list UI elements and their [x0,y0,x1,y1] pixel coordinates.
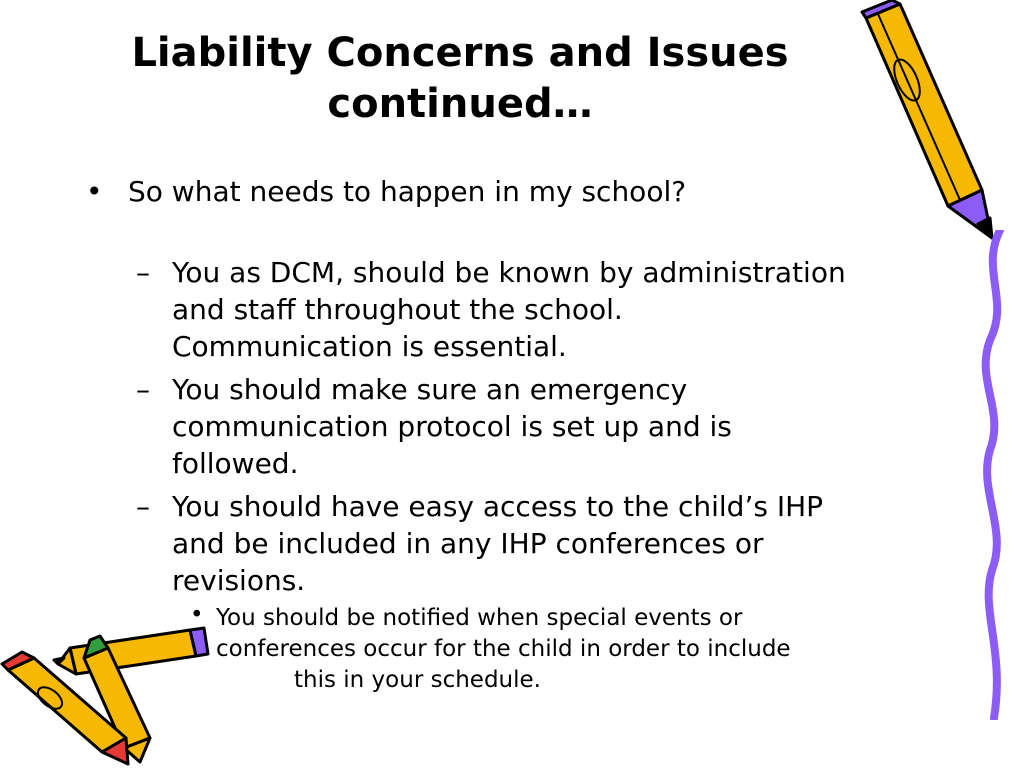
sub-item-line: and staff throughout the school. [172,293,623,326]
bullet-mark: • [86,175,103,208]
sub-item-line: You as DCM, should be known by administration [172,256,846,289]
wavy-line-decoration [970,230,1020,720]
pencil-icon [852,0,1004,245]
sub-item [86,254,936,365]
sub-item-line: You should have easy access to the child’s IHP [172,490,824,523]
sub-item-line: revisions. [172,564,306,597]
dash-mark: – [136,373,150,406]
slide-body [86,172,936,696]
title-line-1: Liability Concerns and Issues [131,30,789,76]
bullet-mark: • [190,602,204,628]
sub-item-line: followed. [172,447,299,480]
pencils-cluster-icon [0,618,210,768]
bullet-item [86,172,936,212]
dash-mark: – [136,256,150,289]
slide-title [90,28,830,130]
sub-item-line: and be included in any IHP conferences or [172,527,764,560]
sub-item-line: communication protocol is set up and is [172,410,732,443]
sub-item [86,488,936,599]
title-line-2: continued… [327,81,593,127]
sub-sub-item-line: conferences occur for the child in order to include [216,636,791,662]
sub-sub-item-line: this in your schedule. [294,667,541,693]
dash-mark: – [136,490,150,523]
sub-item-line: Communication is essential. [172,330,567,363]
bullet-text: So what needs to happen in my school? [128,175,687,208]
sub-sub-item-line: You should be notified when special events or [216,605,743,631]
sub-item [86,371,936,482]
sub-item-line: You should make sure an emergency [172,373,688,406]
